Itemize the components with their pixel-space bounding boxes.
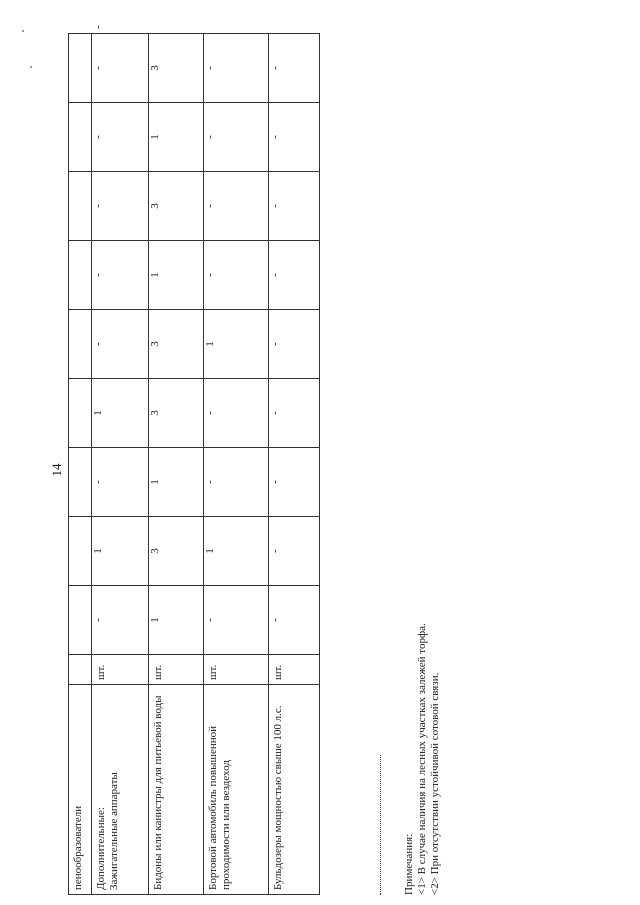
quantity-value: 1 xyxy=(204,548,216,554)
unit-cell: шт. xyxy=(269,655,320,685)
quantity-value: - xyxy=(92,66,104,70)
table-row xyxy=(269,34,320,895)
quantity-cell xyxy=(92,310,149,379)
quantity-cell xyxy=(149,241,204,310)
quantity-value: - xyxy=(269,342,281,346)
quantity-cell xyxy=(92,586,149,655)
quantity-cell xyxy=(204,310,269,379)
quantity-cell xyxy=(92,241,149,310)
equipment-name-cell: Бортовой автомобиль повышенной проходимости или вездеход xyxy=(204,685,269,895)
quantity-value: - xyxy=(204,411,216,415)
equipment-name-cell: пенообразователи xyxy=(69,685,92,895)
quantity-value: 1 xyxy=(92,548,104,554)
quantity-value: - xyxy=(269,480,281,484)
quantity-value: 3 xyxy=(149,548,161,554)
quantity-value: - xyxy=(204,480,216,484)
quantity-cell xyxy=(149,310,204,379)
quantity-cell xyxy=(269,517,320,586)
quantity-cell xyxy=(69,103,92,172)
quantity-value: - xyxy=(269,273,281,277)
quantity-value: - xyxy=(269,66,281,70)
quantity-value: - xyxy=(92,618,104,622)
quantity-cell xyxy=(269,310,320,379)
quantity-cell xyxy=(69,586,92,655)
quantity-cell xyxy=(149,517,204,586)
quantity-value: - xyxy=(204,204,216,208)
quantity-cell xyxy=(269,103,320,172)
quantity-value: - xyxy=(204,273,216,277)
unit-cell: шт. xyxy=(204,655,269,685)
quantity-cell xyxy=(269,448,320,517)
scan-speck xyxy=(30,66,32,68)
quantity-value: 1 xyxy=(92,410,104,416)
quantity-cell xyxy=(149,448,204,517)
unit-cell: шт. xyxy=(92,655,149,685)
quantity-cell xyxy=(92,379,149,448)
quantity-value: - xyxy=(269,135,281,139)
quantity-value: - xyxy=(204,66,216,70)
quantity-cell xyxy=(69,448,92,517)
quantity-value: 3 xyxy=(149,410,161,416)
footnote-2: <2> При отсутствии устойчивой сотовой связи. xyxy=(429,672,441,895)
quantity-value: - xyxy=(204,135,216,139)
quantity-value: - xyxy=(92,480,104,484)
table-row xyxy=(204,34,269,895)
quantity-value: 1 xyxy=(149,479,161,485)
rotated-page-content xyxy=(40,5,640,905)
quantity-cell xyxy=(204,379,269,448)
quantity-cell xyxy=(92,172,149,241)
quantity-cell xyxy=(149,172,204,241)
footnote-separator xyxy=(380,755,381,895)
equipment-name-cell: Бульдозеры мощностью свыше 100 л.с. xyxy=(269,685,320,895)
quantity-cell xyxy=(204,586,269,655)
quantity-value: - xyxy=(92,25,104,29)
quantity-cell xyxy=(69,172,92,241)
notes-heading: Примечания: xyxy=(403,833,415,895)
quantity-cell xyxy=(204,34,269,103)
quantity-value: 1 xyxy=(149,617,161,623)
quantity-value: - xyxy=(92,342,104,346)
quantity-cell xyxy=(269,586,320,655)
quantity-value: - xyxy=(92,135,104,139)
quantity-value: - xyxy=(269,411,281,415)
equipment-name-cell: Дополнительные: Зажигательные аппараты xyxy=(92,685,149,895)
quantity-cell xyxy=(269,34,320,103)
footnote-1: <1> В случае наличия на лесных участках залежей торфа. xyxy=(416,623,428,895)
quantity-cell xyxy=(204,172,269,241)
quantity-cell xyxy=(149,103,204,172)
quantity-value: 1 xyxy=(149,134,161,140)
table-row xyxy=(92,34,149,895)
quantity-cell xyxy=(92,517,149,586)
quantity-value: 3 xyxy=(149,203,161,209)
quantity-value: - xyxy=(204,618,216,622)
page-number: 14 xyxy=(49,463,64,477)
quantity-cell xyxy=(269,172,320,241)
quantity-value: 3 xyxy=(149,341,161,347)
quantity-cell xyxy=(204,241,269,310)
quantity-value: - xyxy=(269,618,281,622)
unit-cell: шт. xyxy=(149,655,204,685)
quantity-cell xyxy=(69,379,92,448)
quantity-cell xyxy=(149,586,204,655)
quantity-value: - xyxy=(92,273,104,277)
quantity-cell xyxy=(92,448,149,517)
quantity-value: - xyxy=(92,204,104,208)
quantity-cell xyxy=(204,103,269,172)
quantity-cell xyxy=(204,517,269,586)
quantity-cell xyxy=(149,34,204,103)
unit-cell xyxy=(69,655,92,685)
quantity-cell xyxy=(269,241,320,310)
table-row xyxy=(149,34,204,895)
quantity-cell xyxy=(92,34,149,103)
footnotes xyxy=(380,295,442,895)
quantity-value: 3 xyxy=(149,65,161,71)
quantity-value: 1 xyxy=(204,341,216,347)
equipment-name-cell: Бидоны или канистры для питьевой воды xyxy=(149,685,204,895)
quantity-value: - xyxy=(269,549,281,553)
table-row xyxy=(69,34,92,895)
quantity-cell xyxy=(69,241,92,310)
quantity-cell xyxy=(92,103,149,172)
quantity-cell xyxy=(204,448,269,517)
quantity-cell xyxy=(69,34,92,103)
scan-speck xyxy=(22,30,24,32)
quantity-cell xyxy=(149,379,204,448)
quantity-cell xyxy=(69,310,92,379)
quantity-cell xyxy=(69,517,92,586)
equipment-table xyxy=(68,25,320,895)
quantity-value: 1 xyxy=(149,272,161,278)
quantity-cell xyxy=(269,379,320,448)
quantity-value: - xyxy=(269,204,281,208)
